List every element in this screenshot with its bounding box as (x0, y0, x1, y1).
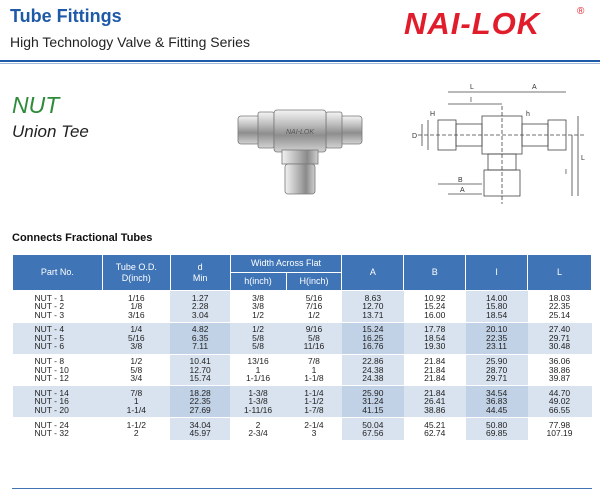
header-tube-od-unit: D(inch) (121, 272, 151, 283)
header-tube-od (102, 255, 170, 291)
dimension-drawing (408, 76, 592, 208)
cell-a: 22.86 24.38 24.38 (342, 354, 404, 386)
header-d-label: d (197, 261, 203, 272)
page-header (0, 0, 600, 62)
header-b: B (404, 255, 466, 291)
drawing-label-d: D (412, 133, 418, 140)
table-row-group (13, 418, 592, 441)
table-body (13, 291, 592, 441)
cell-l: 36.06 38.86 39.87 (528, 354, 592, 386)
cell-part-no: NUT - 1 NUT - 2 NUT - 3 (13, 291, 103, 323)
header-part-no: Part No. (13, 255, 103, 291)
cell-b: 17.78 18.54 19.30 (404, 322, 466, 354)
header-a: A (342, 255, 404, 291)
drawing-label-a-bottom: A (460, 187, 465, 194)
header-tube-od-label: Tube O.D. (115, 261, 157, 272)
cell-part-no: NUT - 4 NUT - 5 NUT - 6 (13, 322, 103, 354)
drawing-label-b: B (458, 177, 463, 184)
cell-part-no: NUT - 14 NUT - 16 NUT - 20 (13, 386, 103, 418)
cell-h-large: 7/8 1 1-1/8 (286, 354, 342, 386)
table-row-group (13, 354, 592, 386)
table-row-group (13, 291, 592, 323)
header-width-across-flat: Width Across Flat (230, 255, 342, 273)
registered-mark: ® (577, 6, 585, 17)
drawing-label-h-small: h (526, 111, 530, 118)
union-tee-photo (236, 92, 364, 198)
cell-h-small: 3/8 3/8 1/2 (230, 291, 286, 323)
header-rule-thin (0, 63, 600, 64)
cell-a: 8.63 12.70 13.71 (342, 291, 404, 323)
cell-h-large: 5/16 7/16 1/2 (286, 291, 342, 323)
cell-b: 21.84 21.84 21.84 (404, 354, 466, 386)
cell-i: 14.00 15.80 18.54 (466, 291, 528, 323)
header-h-large: H(inch) (286, 273, 342, 291)
cell-part-no: NUT - 24 NUT - 32 (13, 418, 103, 441)
header-h-small: h(inch) (230, 273, 286, 291)
brand-logo: NAI-LOK (404, 6, 541, 41)
header-i: I (466, 255, 528, 291)
cell-h-small: 13/16 1 1-1/16 (230, 354, 286, 386)
cell-l: 77.98 107.19 (528, 418, 592, 441)
table-row-group (13, 322, 592, 354)
drawing-label-l-top: L (470, 84, 474, 91)
dimension-table (12, 254, 592, 441)
drawing-label-a-top: A (532, 84, 537, 91)
cell-d-min: 4.82 6.35 7.11 (170, 322, 230, 354)
table-bottom-rule (12, 488, 592, 489)
cell-tube-od: 1/4 5/16 3/8 (102, 322, 170, 354)
header-l: L (528, 255, 592, 291)
cell-l: 27.40 29.71 30.48 (528, 322, 592, 354)
product-code: NUT (12, 92, 60, 118)
cell-h-large: 1-1/4 1-1/2 1-7/8 (286, 386, 342, 418)
cell-part-no: NUT - 8 NUT - 10 NUT - 12 (13, 354, 103, 386)
cell-a: 50.04 67.56 (342, 418, 404, 441)
cell-tube-od: 1-1/2 2 (102, 418, 170, 441)
cell-tube-od: 7/8 1 1-1/4 (102, 386, 170, 418)
drawing-label-i-top: I (470, 97, 472, 104)
drawing-label-i-side: I (565, 169, 567, 176)
cell-b: 10.92 15.24 16.00 (404, 291, 466, 323)
cell-d-min: 1.27 2.28 3.04 (170, 291, 230, 323)
cell-tube-od: 1/2 5/8 3/4 (102, 354, 170, 386)
cell-i: 20.10 22.35 23.11 (466, 322, 528, 354)
cell-i: 50.80 69.85 (466, 418, 528, 441)
cell-b: 21.84 26.41 38.86 (404, 386, 466, 418)
cell-a: 25.90 31.24 41.15 (342, 386, 404, 418)
cell-tube-od: 1/16 1/8 3/16 (102, 291, 170, 323)
cell-i: 25.90 28.70 29.71 (466, 354, 528, 386)
table-row-group (13, 386, 592, 418)
cell-h-small: 2 2-3/4 (230, 418, 286, 441)
drawing-label-h-large: H (430, 111, 436, 118)
cell-a: 15.24 16.25 16.76 (342, 322, 404, 354)
header-d (170, 255, 230, 291)
table-title: Connects Fractional Tubes (12, 232, 153, 244)
cell-h-small: 1-3/8 1-3/8 1-11/16 (230, 386, 286, 418)
cell-l: 44.70 49.02 66.55 (528, 386, 592, 418)
cell-h-large: 9/16 5/8 11/16 (286, 322, 342, 354)
cell-i: 34.54 36.83 44.45 (466, 386, 528, 418)
drawing-label-l-side: L (581, 155, 585, 162)
cell-l: 18.03 22.35 25.14 (528, 291, 592, 323)
header-rule (0, 60, 600, 62)
series-subtitle: High Technology Valve & Fitting Series (10, 34, 250, 50)
cell-d-min: 34.04 45.97 (170, 418, 230, 441)
product-name: Union Tee (12, 122, 89, 141)
cell-h-large: 2-1/4 3 (286, 418, 342, 441)
photo-engraving: NAI-LOK (285, 129, 315, 136)
series-title: Tube Fittings (10, 6, 122, 26)
header-d-unit: Min (192, 272, 208, 283)
cell-b: 45.21 62.74 (404, 418, 466, 441)
cell-h-small: 1/2 5/8 5/8 (230, 322, 286, 354)
cell-d-min: 10.41 12.70 15.74 (170, 354, 230, 386)
cell-d-min: 18.28 22.35 27.69 (170, 386, 230, 418)
